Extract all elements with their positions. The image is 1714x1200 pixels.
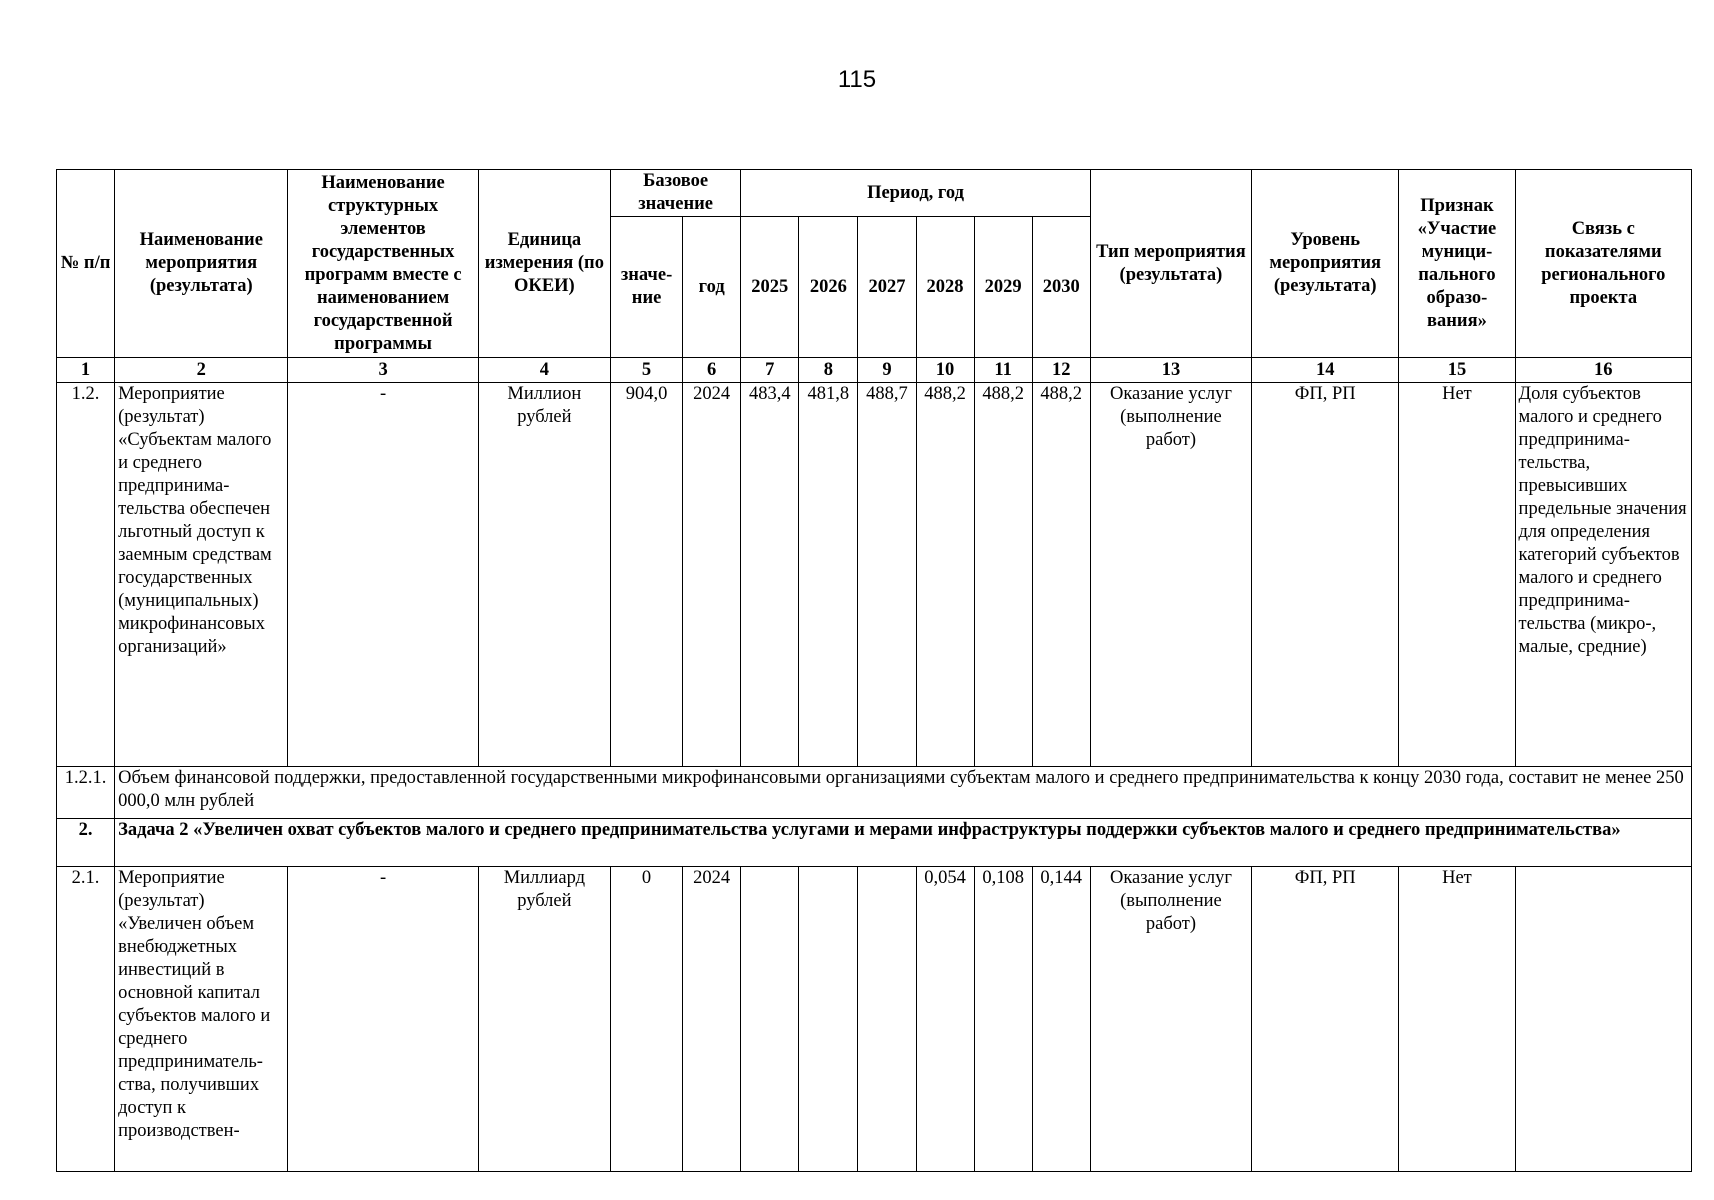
row-unit: Миллион рублей <box>478 383 610 767</box>
row-link: Доля субъектов малого и среднего предпринима-тельства, превысивших предельные значения для определения категорий субъектов малого и среднего предпринима-тельства (микро-, малые, средние) <box>1515 383 1691 767</box>
col-number: 11 <box>974 358 1032 383</box>
header-name: Наименование мероприятия (результата) <box>115 170 288 358</box>
header-period: Период, год <box>741 170 1091 217</box>
header-num: № п/п <box>57 170 115 358</box>
row-link <box>1515 867 1691 1172</box>
row-value-2026: 481,8 <box>799 383 858 767</box>
col-number: 12 <box>1032 358 1090 383</box>
table-row <box>57 767 1692 819</box>
task-title: Задача 2 «Увеличен охват субъектов малого и среднего предпринимательства услугами и мерами инфраструктуры поддержки субъектов малого и среднего предпринимательства» <box>115 819 1692 867</box>
row-num: 1.2. <box>57 383 115 767</box>
row-description: Объем финансовой поддержки, предоставленной государственными микрофинансовыми организациями субъектам малого и среднего предпринимательства к концу 2030 года, составит не менее 250 000,0 млн рублей <box>115 767 1692 819</box>
header-unit: Единица измерения (по ОКЕИ) <box>478 170 610 358</box>
col-number: 3 <box>288 358 478 383</box>
header-year-2027: 2027 <box>858 217 916 358</box>
header-level: Уровень мероприятия (результата) <box>1252 170 1399 358</box>
header-year-2030: 2030 <box>1032 217 1090 358</box>
row-value-2027: 488,7 <box>858 383 916 767</box>
table-row <box>57 383 1692 767</box>
row-value-2025: 483,4 <box>741 383 799 767</box>
col-number: 1 <box>57 358 115 383</box>
row-type: Оказание услуг (выполнение работ) <box>1090 867 1251 1172</box>
col-number: 5 <box>610 358 682 383</box>
header-structural: Наименование структурных элементов государственных программ вместе с наименованием государственной программы <box>288 170 478 358</box>
col-number: 9 <box>858 358 916 383</box>
col-number: 13 <box>1090 358 1251 383</box>
col-number: 8 <box>799 358 858 383</box>
column-number-row <box>57 358 1692 383</box>
row-structural: - <box>288 383 478 767</box>
row-base-year: 2024 <box>683 383 741 767</box>
row-municipal: Нет <box>1399 867 1515 1172</box>
col-number: 10 <box>916 358 974 383</box>
row-value-2030: 0,144 <box>1032 867 1090 1172</box>
col-number: 2 <box>115 358 288 383</box>
row-base-value: 904,0 <box>610 383 682 767</box>
row-num: 1.2.1. <box>57 767 115 819</box>
row-value-2028: 0,054 <box>916 867 974 1172</box>
col-number: 14 <box>1252 358 1399 383</box>
header-year-2028: 2028 <box>916 217 974 358</box>
row-name: Мероприятие (результат) «Увеличен объем внебюджетных инвестиций в основной капитал субъектов малого и среднего предприниматель-ства, получивших доступ к производствен- <box>115 867 288 1172</box>
col-number: 6 <box>683 358 741 383</box>
row-structural: - <box>288 867 478 1172</box>
row-value-2026 <box>799 867 858 1172</box>
header-year-2029: 2029 <box>974 217 1032 358</box>
row-value-2028: 488,2 <box>916 383 974 767</box>
header-year-2025: 2025 <box>741 217 799 358</box>
row-num: 2. <box>57 819 115 867</box>
row-level: ФП, РП <box>1252 867 1399 1172</box>
row-unit: Миллиард рублей <box>478 867 610 1172</box>
col-number: 15 <box>1399 358 1515 383</box>
row-value-2029: 0,108 <box>974 867 1032 1172</box>
row-value-2030: 488,2 <box>1032 383 1090 767</box>
header-base-value: значе-ние <box>610 217 682 358</box>
header-municipal: Признак «Участие муници-пального образо-вания» <box>1399 170 1515 358</box>
program-table <box>56 169 1692 1172</box>
header-year-2026: 2026 <box>799 217 858 358</box>
row-value-2025 <box>741 867 799 1172</box>
header-base: Базовое значение <box>610 170 740 217</box>
col-number: 16 <box>1515 358 1691 383</box>
row-num: 2.1. <box>57 867 115 1172</box>
page-number: 115 <box>837 66 877 93</box>
col-number: 7 <box>741 358 799 383</box>
row-name: Мероприятие (результат) «Субъектам малого и среднего предпринима-тельства обеспечен льготный доступ к заемным средствам государственных (муниципальных) микрофинансовых организаций» <box>115 383 288 767</box>
header-base-year: год <box>683 217 741 358</box>
col-number: 4 <box>478 358 610 383</box>
row-municipal: Нет <box>1399 383 1515 767</box>
row-base-year: 2024 <box>683 867 741 1172</box>
header-row <box>57 170 1692 217</box>
row-base-value: 0 <box>610 867 682 1172</box>
table-row <box>57 867 1692 1172</box>
header-type: Тип мероприятия (результата) <box>1090 170 1251 358</box>
row-type: Оказание услуг (выполнение работ) <box>1090 383 1251 767</box>
row-value-2027 <box>858 867 916 1172</box>
row-value-2029: 488,2 <box>974 383 1032 767</box>
row-level: ФП, РП <box>1252 383 1399 767</box>
header-link: Связь с показателями регионального проекта <box>1515 170 1691 358</box>
table-row <box>57 819 1692 867</box>
